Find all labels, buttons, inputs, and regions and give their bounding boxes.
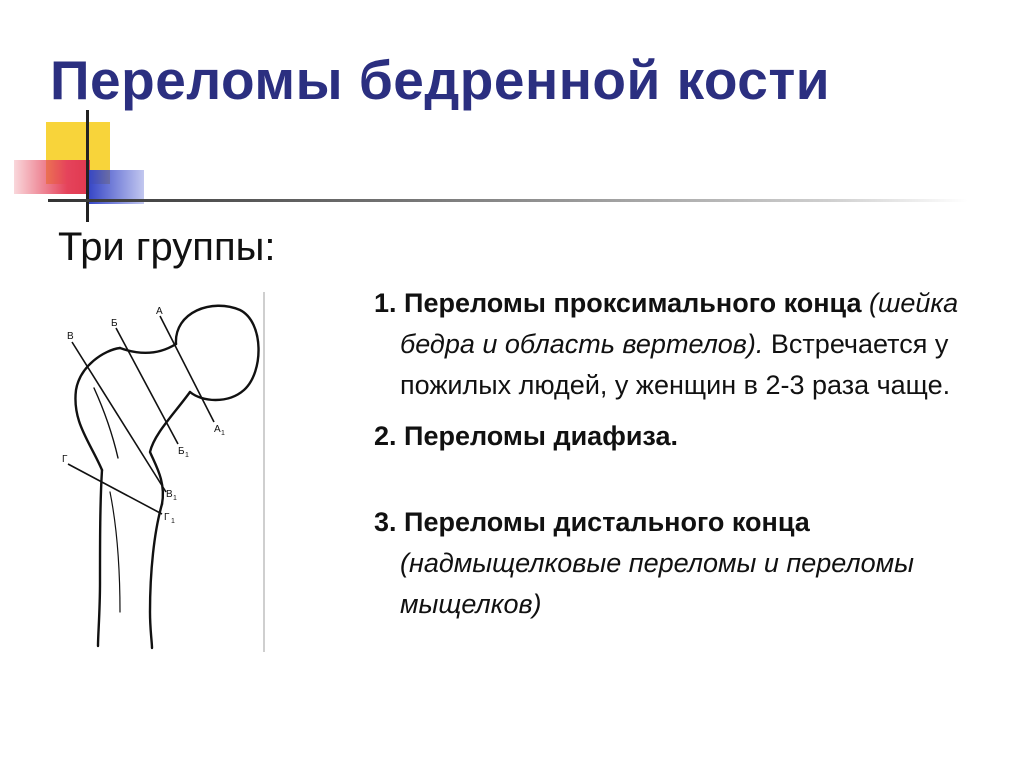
item-note: (надмыщелковые переломы и переломы мыщелков) <box>400 548 915 619</box>
fracture-line-g <box>68 464 162 514</box>
list-item <box>374 502 984 625</box>
diagram-label-g: Г <box>62 454 68 465</box>
fracture-groups-list <box>374 283 984 625</box>
femur-diagram <box>50 292 272 652</box>
item-heading: Переломы дистального конца <box>404 507 810 537</box>
femur-shaft-medial <box>150 504 162 648</box>
item-text: Встречается у пожилых людей, у женщин в 2-3 раза чаще. <box>400 329 951 400</box>
item-heading: Переломы проксимального конца <box>404 288 862 318</box>
list-item <box>374 416 984 457</box>
item-number: 3. <box>374 507 397 537</box>
item-heading: Переломы диафиза. <box>404 421 679 451</box>
diagram-label-b: Б <box>111 318 118 329</box>
fracture-line-a <box>160 316 214 422</box>
item-note: (шейка бедра и область вертелов). <box>400 288 959 359</box>
svg-text:1: 1 <box>173 495 177 502</box>
item-number: 2. <box>374 421 397 451</box>
svg-text:1: 1 <box>185 452 189 459</box>
diagram-label-b1: Б <box>178 446 185 457</box>
slide-title: Переломы бедренной кости <box>50 49 831 111</box>
femur-shaft-lateral <box>98 470 102 646</box>
femur-head-outline <box>176 306 259 400</box>
diagram-label-a1: А <box>214 424 221 435</box>
title-underline <box>48 199 968 202</box>
decor-vertical-line <box>86 110 89 222</box>
diagram-label-a: А <box>156 306 163 317</box>
item-number: 1. <box>374 288 397 318</box>
list-item <box>374 283 984 406</box>
diagram-label-v1: В <box>166 489 173 500</box>
diagram-label-g1: Г <box>164 512 170 523</box>
decor-red-square <box>14 160 90 194</box>
slide-subtitle: Три группы: <box>58 225 276 269</box>
svg-text:1: 1 <box>221 430 225 437</box>
svg-text:1: 1 <box>171 518 175 525</box>
diagram-label-v: В <box>67 331 74 342</box>
fracture-line-v <box>72 342 166 492</box>
